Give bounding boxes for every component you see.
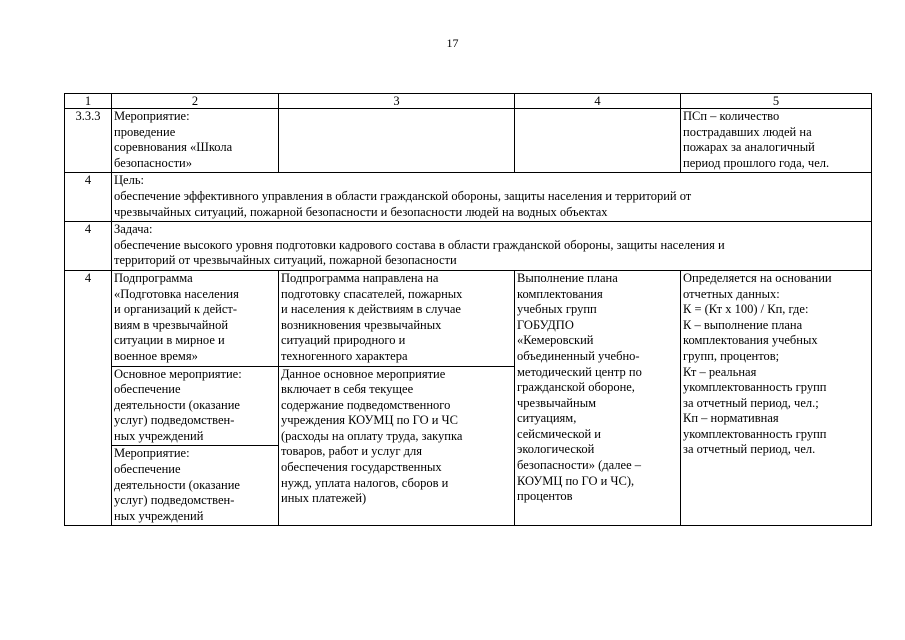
cell-line: период прошлого года, чел. (683, 155, 830, 170)
subprogram-name-cell (112, 270, 279, 366)
cell-line: товаров, работ и услуг для (281, 444, 423, 459)
cell-line: Задача: (114, 222, 153, 237)
cell-line: ных учреждений (114, 508, 204, 523)
table-header-row (65, 94, 872, 109)
cell-line: ПСп – количество (683, 109, 780, 123)
cell-line: комплектования (517, 286, 603, 301)
cell-line: техногенного характера (281, 348, 408, 363)
cell-line: ситуаций природного и (281, 333, 406, 348)
cell-line: Выполнение плана (517, 270, 618, 285)
cell-line: пожарах за аналогичный (683, 140, 815, 155)
cell-line: комплектования учебных (683, 333, 818, 348)
cell-line: деятельности (оказание (114, 397, 240, 412)
cell-line: гражданской обороне, (517, 380, 635, 395)
cell-line: укомплектованность групп (683, 426, 827, 441)
cell-line: К – выполнение плана (683, 317, 803, 332)
cell-line: включает в себя текущее (281, 382, 414, 397)
header-cell: 1 (65, 94, 112, 109)
table-row (65, 270, 872, 366)
cell-line: ных учреждений (114, 428, 204, 443)
cell-line: ГОБУДПО (517, 317, 574, 332)
row-number: 4 (65, 222, 112, 271)
cell-line: К = (Кт х 100) / Кп, где: (683, 302, 809, 317)
cell-line: чрезвычайным (517, 395, 596, 410)
cell-line: безопасности» (далее – (517, 458, 642, 473)
cell-line: Мероприятие: (114, 109, 190, 123)
cell-line: обеспечения государственных (281, 460, 442, 475)
main-event-description-cell (279, 366, 515, 526)
subprogram-description-cell (279, 270, 515, 366)
cell-line: Подпрограмма (114, 270, 193, 285)
cell-line: военное время» (114, 348, 198, 363)
cell-line: ситуации в мирное и (114, 333, 225, 348)
cell-line: процентов (517, 489, 573, 504)
cell-line: безопасности» (114, 155, 192, 170)
empty-cell (515, 109, 681, 173)
cell-line: за отчетный период, чел.; (683, 395, 819, 410)
calculation-method-cell (681, 270, 872, 526)
task-cell (112, 222, 872, 271)
empty-cell (65, 446, 112, 526)
cell-line: «Кемеровский (517, 333, 594, 348)
cell-line: чрезвычайных ситуаций, пожарной безопасности и безопасности людей на водных объектах (114, 204, 608, 219)
cell-line: виям в чрезвычайной (114, 317, 229, 332)
row-number: 3.3.3 (65, 109, 112, 173)
cell-line: учреждения КОУМЦ по ГО и ЧС (281, 413, 459, 428)
cell-line: за отчетный период, чел. (683, 442, 816, 457)
header-cell: 4 (515, 94, 681, 109)
cell-line: Основное мероприятие: (114, 366, 242, 381)
goal-cell (112, 173, 872, 222)
cell-line: ситуациям, (517, 411, 577, 426)
header-cell: 5 (681, 94, 872, 109)
cell-line: объединенный учебно- (517, 348, 640, 363)
cell-line: проведение (114, 124, 176, 139)
cell-line: и населения к действиям в случае (281, 302, 461, 317)
cell-line: возникновения чрезвычайных (281, 317, 442, 332)
event-cell (112, 446, 279, 526)
cell-line: экологической (517, 442, 595, 457)
row-number: 4 (65, 270, 112, 366)
cell-line: и организаций к дейст- (114, 302, 238, 317)
cell-line: обеспечение (114, 382, 181, 397)
cell-line: отчетных данных: (683, 286, 780, 301)
cell-line: КОУМЦ по ГО и ЧС), (517, 473, 635, 488)
cell-line: нужд, уплата налогов, сборов и (281, 475, 449, 490)
cell-line: соревнования «Школа (114, 140, 233, 155)
cell-line: подготовку спасателей, пожарных (281, 286, 463, 301)
cell-line: деятельности (оказание (114, 477, 240, 492)
cell-line: содержание подведомственного (281, 397, 451, 412)
cell-line: территорий от чрезвычайных ситуаций, пожарной безопасности (114, 253, 457, 268)
page-number: 17 (446, 36, 459, 50)
program-table (64, 93, 872, 526)
cell-line: учебных групп (517, 302, 597, 317)
cell-line: «Подготовка населения (114, 286, 239, 301)
cell-line: услуг) подведомствен- (114, 493, 235, 508)
cell-line: сейсмической и (517, 426, 601, 441)
header-cell: 3 (279, 94, 515, 109)
event-name-cell (112, 109, 279, 173)
cell-line: Данное основное мероприятие (281, 366, 446, 381)
cell-line: пострадавших людей на (683, 124, 812, 139)
empty-cell (279, 109, 515, 173)
cell-line: Определяется на основании (683, 270, 832, 285)
table-row (65, 222, 872, 271)
cell-line: Кт – реальная (683, 364, 757, 379)
main-event-cell (112, 366, 279, 446)
table-row (65, 109, 872, 173)
table-row (65, 173, 872, 222)
cell-line: обеспечение высокого уровня подготовки кадрового состава в области гражданской обороны, защиты населения и (114, 237, 725, 252)
cell-line: Кп – нормативная (683, 411, 779, 426)
cell-line: (расходы на оплату труда, закупка (281, 428, 463, 443)
cell-line: Цель: (114, 173, 144, 188)
cell-line: групп, процентов; (683, 348, 780, 363)
cell-line: Мероприятие: (114, 446, 190, 461)
cell-line: обеспечение эффективного управления в области гражданской обороны, защиты населения и территорий от (114, 188, 692, 203)
cell-line: обеспечение (114, 462, 181, 477)
cell-line: услуг) подведомствен- (114, 413, 235, 428)
indicator-cell (681, 109, 872, 173)
target-indicator-cell (515, 270, 681, 526)
cell-line: методический центр по (517, 364, 642, 379)
empty-cell (65, 366, 112, 446)
row-number: 4 (65, 173, 112, 222)
cell-line: иных платежей) (281, 491, 367, 506)
header-cell: 2 (112, 94, 279, 109)
cell-line: Подпрограмма направлена на (281, 270, 439, 285)
cell-line: укомплектованность групп (683, 380, 827, 395)
